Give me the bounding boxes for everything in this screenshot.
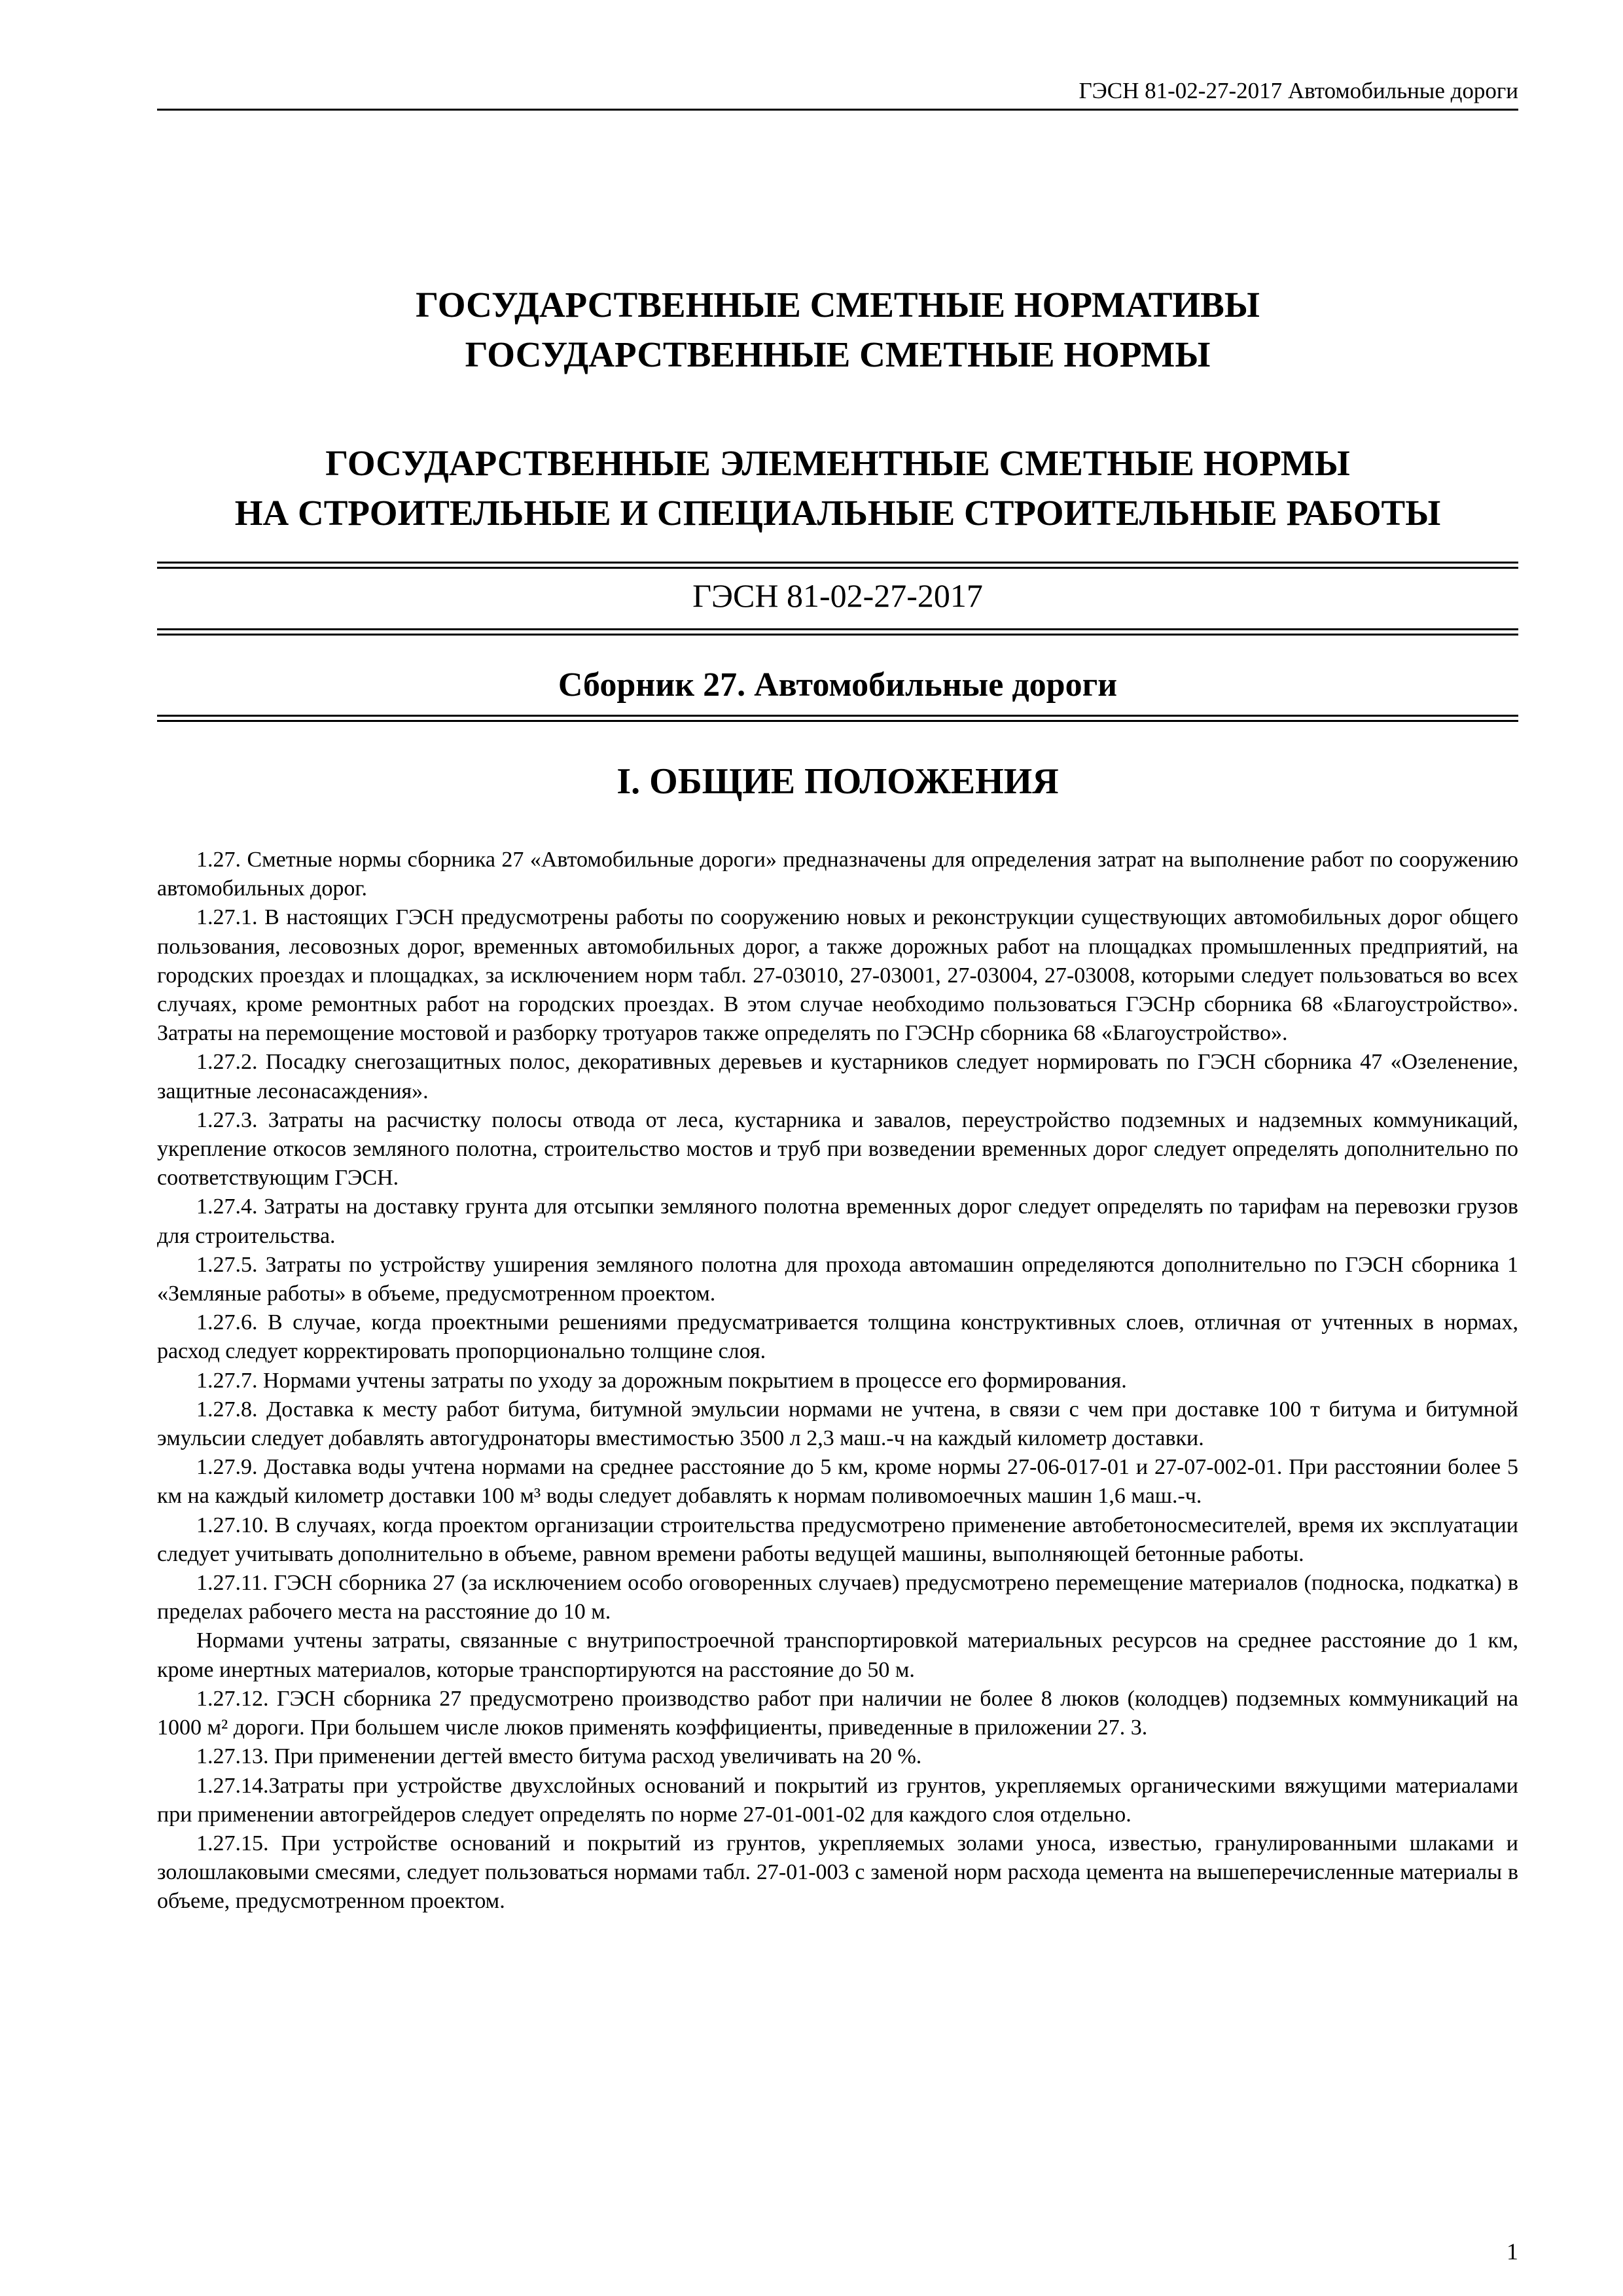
paragraph: 1.27.5. Затраты по устройству уширения земляного полотна для прохода автомашин определяются дополнительно по ГЭСН сборника 1 «Земляные работы» в объеме, предусмотренном проектом. — [157, 1252, 1518, 1306]
main-title — [157, 280, 1518, 380]
paragraph: 1.27.3. Затраты на расчистку полосы отвода от леса, кустарника и завалов, переустройство подземных и надземных коммуникаций, укрепление откосов земляного полотна, строительство мостов и труб при возведении временных дорог следует определять дополнительно по соответствующим ГЭСН. — [157, 1107, 1518, 1191]
double-rule-top — [157, 562, 1518, 569]
paragraph: 1.27.13. При применении дегтей вместо битума расход увеличивать на 20 %. — [196, 1744, 922, 1769]
title-line: НА СТРОИТЕЛЬНЫЕ И СПЕЦИАЛЬНЫЕ СТРОИТЕЛЬНЫЕ РАБОТЫ — [234, 493, 1441, 533]
double-rule-middle — [157, 628, 1518, 636]
title-line: ГОСУДАРСТВЕННЫЕ ЭЛЕМЕНТНЫЕ СМЕТНЫЕ НОРМЫ — [325, 443, 1350, 483]
paragraph: 1.27. Сметные нормы сборника 27 «Автомобильные дороги» предназначены для определения затрат на выполнение работ по сооружению автомобильных дорог. — [157, 848, 1518, 901]
subtitle — [157, 439, 1518, 538]
title-line: ГОСУДАРСТВЕННЫЕ СМЕТНЫЕ НОРМЫ — [465, 334, 1211, 374]
paragraph: Нормами учтены затраты, связанные с внутрипостроечной транспортировкой материальных ресурсов на среднее расстояние до 1 км, кроме инертных материалов, которые транспортируются на расстояние до 50 м. — [157, 1628, 1518, 1682]
paragraph: 1.27.2. Посадку снегозащитных полос, декоративных деревьев и кустарников следует нормировать по ГЭСН сборника 47 «Озеленение, защитные лесонасаждения». — [157, 1050, 1518, 1103]
collection-title: Сборник 27. Автомобильные дороги — [558, 666, 1118, 704]
double-rule-bottom — [157, 715, 1518, 722]
running-header: ГЭСН 81-02-27-2017 Автомобильные дороги — [1079, 78, 1518, 103]
body-text — [157, 846, 1518, 1916]
page-number: 1 — [1507, 2238, 1518, 2265]
paragraph: 1.27.4. Затраты на доставку грунта для отсыпки земляного полотна временных дорог следует определять по тарифам на перевозки грузов для строительства. — [157, 1194, 1518, 1248]
paragraph: 1.27.12. ГЭСН сборника 27 предусмотрено производство работ при наличии не более 8 люков (колодцев) подземных коммуникаций на 1000 м² дороги. При большем числе люков применять коэффициенты, приведенные в приложении 27. 3. — [157, 1686, 1518, 1740]
paragraph: 1.27.11. ГЭСН сборника 27 (за исключением особо оговоренных случаев) предусмотрено перемещение материалов (подноска, подкатка) в пределах рабочего места на расстояние до 10 м. — [157, 1571, 1518, 1624]
paragraph: 1.27.14.Затраты при устройстве двухслойных оснований и покрытий из грунтов, укрепляемых органическими вяжущими материалами при применении автогрейдеров следует определять по норме 27-01-001-02 для каждого слоя отдельно. — [157, 1773, 1518, 1827]
paragraph: 1.27.10. В случаях, когда проектом организации строительства предусмотрено применение автобетоносмесителей, время их эксплуатации следует учитывать дополнительно в объеме, равном времени работы ведущей машины, выполняющей бетонные работы. — [157, 1513, 1518, 1566]
header-rule — [157, 109, 1518, 111]
paragraph: 1.27.9. Доставка воды учтена нормами на среднее расстояние до 5 км, кроме нормы 27-06-017-01 и 27-07-002-01. При расстоянии более 5 км на каждый километр доставки 100 м³ воды следует добавлять к нормам поливомоечных машин 1,6 маш.-ч. — [157, 1455, 1518, 1509]
paragraph: 1.27.6. В случае, когда проектными решениями предусматривается толщина конструктивных слоев, отличная от учтенных в нормах, расход следует корректировать пропорционально толщине слоя. — [157, 1310, 1518, 1364]
paragraph: 1.27.1. В настоящих ГЭСН предусмотрены работы по сооружению новых и реконструкции существующих автомобильных дорог общего пользования, лесовозных дорог, временных автомобильных дорог, а также дорожных работ на площадках промышленных предприятий, на городских проездах и площадках, за исключением норм табл. 27-03010, 27-03001, 27-03004, 27-03008, которыми следует пользоваться во всех случаях, кроме ремонтных работ на городских проездах. В этом случае необходимо пользоваться ГЭСНр сборника 68 «Благоустройство». Затраты на перемощение мостовой и разборку тротуаров также определять по ГЭСНр сборника 68 «Благоустройство». — [157, 905, 1518, 1046]
paragraph: 1.27.8. Доставка к месту работ битума, битумной эмульсии нормами не учтена, в связи с чем при доставке 100 т битума и битумной эмульсии следует добавлять автогудронаторы вместимостью 3500 л 2,3 маш.-ч на каждый километр доставки. — [157, 1397, 1518, 1451]
title-line: ГОСУДАРСТВЕННЫЕ СМЕТНЫЕ НОРМАТИВЫ — [416, 285, 1260, 325]
paragraph: 1.27.7. Нормами учтены затраты по уходу за дорожным покрытием в процессе его формирования. — [196, 1368, 1127, 1393]
section-heading: I. ОБЩИЕ ПОЛОЖЕНИЯ — [616, 761, 1059, 802]
title-block — [157, 280, 1518, 538]
document-code: ГЭСН 81-02-27-2017 — [692, 577, 983, 614]
paragraph: 1.27.15. При устройстве оснований и покрытий из грунтов, укрепляемых золами уноса, известью, гранулированными шлаками и золошлаковыми смесями, следует пользоваться нормами табл. 27-01-003 с заменой норм расхода цемента на вышеперечисленные материалы в объеме, предусмотренном проектом. — [157, 1831, 1518, 1914]
